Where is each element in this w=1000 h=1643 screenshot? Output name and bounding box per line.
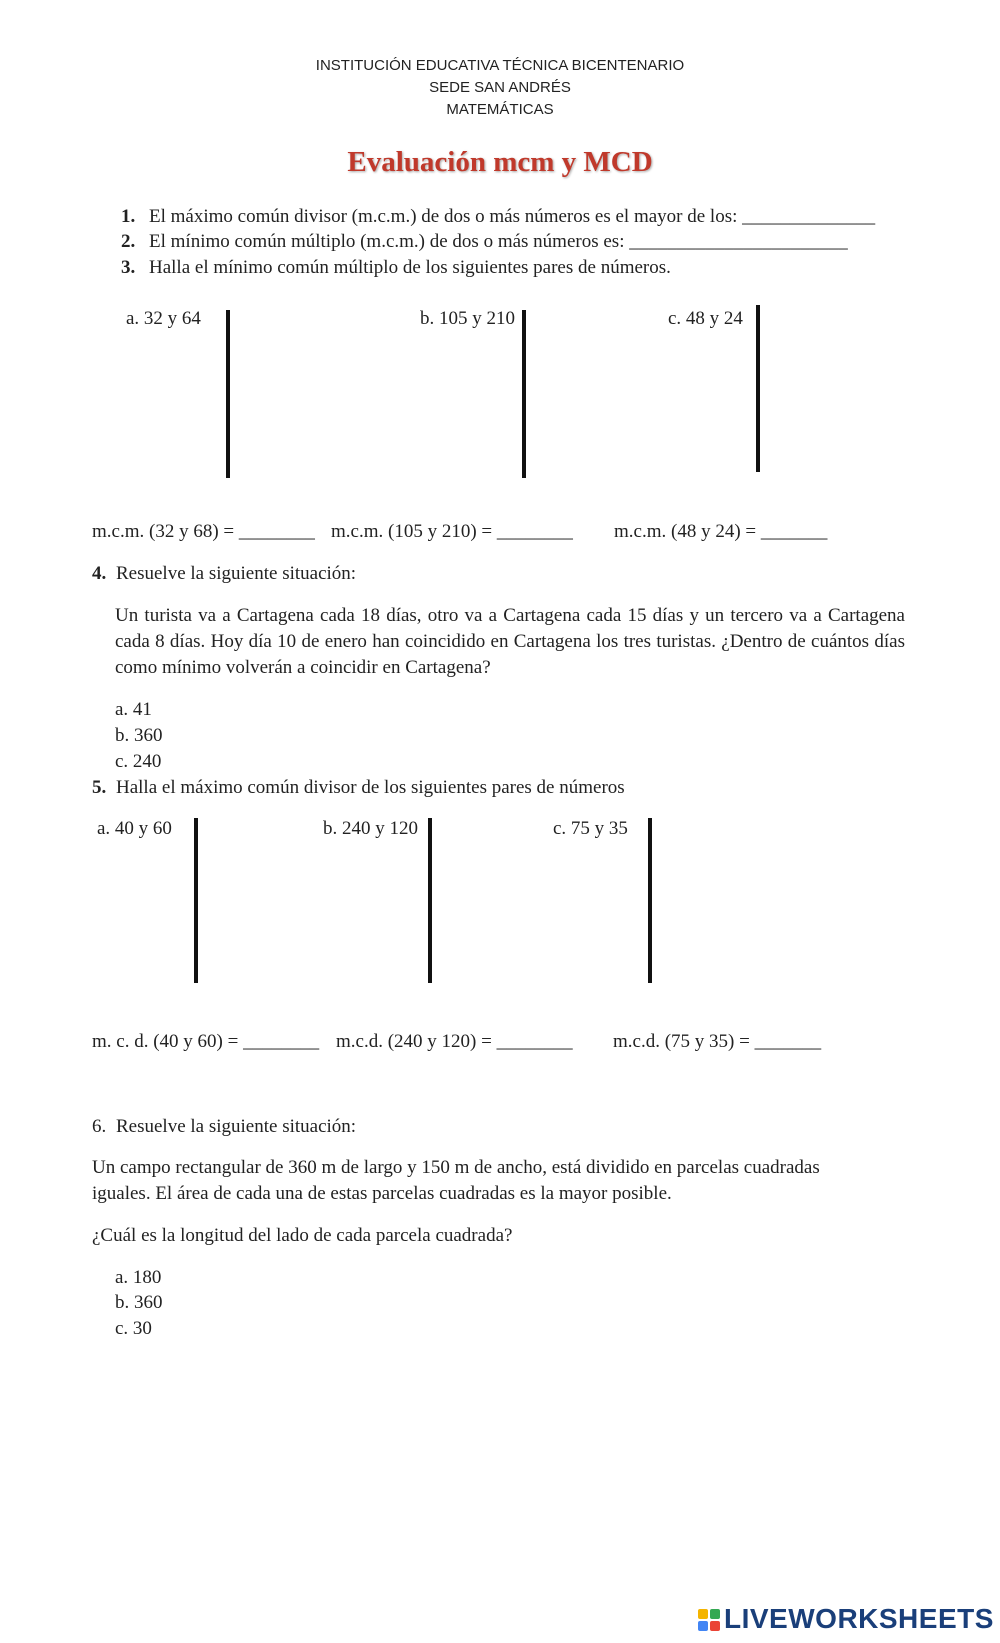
q4-option-b[interactable]: b. 360 — [115, 725, 163, 746]
question-6-number: 6. — [92, 1116, 107, 1137]
question-3 — [121, 255, 671, 281]
question-3-text: Halla el mínimo común múltiplo de los siguientes pares de números. — [149, 257, 671, 278]
q6-option-b[interactable]: b. 360 — [115, 1292, 163, 1313]
liveworksheets-logo-icon — [698, 1609, 720, 1631]
q3-pair-c: c. 48 y 24 — [668, 308, 743, 329]
q6-option-c[interactable]: c. 30 — [115, 1318, 152, 1339]
question-5-text: Halla el máximo común divisor de los siguientes pares de números — [116, 777, 625, 798]
q3-result-c[interactable]: m.c.m. (48 y 24) = _______ — [614, 521, 828, 542]
question-4 — [92, 561, 356, 587]
q5-result-c[interactable]: m.c.d. (75 y 35) = _______ — [613, 1031, 822, 1052]
q5-pair-b: b. 240 y 120 — [323, 818, 418, 839]
liveworksheets-logo — [698, 1603, 994, 1635]
q6-option-a[interactable]: a. 180 — [115, 1267, 162, 1288]
question-2-text: El mínimo común múltiplo (m.c.m.) de dos o más números es: _______________________ — [149, 231, 848, 252]
question-4-number: 4. — [92, 563, 107, 584]
q5-result-a[interactable]: m. c. d. (40 y 60) = ________ — [92, 1031, 320, 1052]
q3-work-line-c — [756, 305, 760, 472]
q4-option-a[interactable]: a. 41 — [115, 699, 152, 720]
school-branch: SEDE SAN ANDRÉS — [429, 79, 571, 96]
question-6-question: ¿Cuál es la longitud del lado de cada parcela cuadrada? — [92, 1225, 513, 1246]
q5-work-line-a — [194, 818, 198, 983]
q3-work-line-b — [522, 310, 526, 478]
q3-pair-a: a. 32 y 64 — [126, 308, 201, 329]
q5-pair-a: a. 40 y 60 — [97, 818, 172, 839]
question-3-number: 3. — [121, 257, 136, 278]
question-1-number: 1. — [121, 206, 136, 227]
q5-result-b[interactable]: m.c.d. (240 y 120) = ________ — [336, 1031, 573, 1052]
school-name: INSTITUCIÓN EDUCATIVA TÉCNICA BICENTENARIO — [315, 57, 685, 74]
question-2-number: 2. — [121, 231, 136, 252]
q5-work-line-c — [648, 818, 652, 983]
q3-result-a[interactable]: m.c.m. (32 y 68) = ________ — [92, 521, 315, 542]
subject-name: MATEMÁTICAS — [446, 101, 554, 118]
question-5 — [92, 775, 625, 801]
q4-option-c[interactable]: c. 240 — [115, 751, 162, 772]
q3-pair-b: b. 105 y 210 — [420, 308, 515, 329]
q3-result-b[interactable]: m.c.m. (105 y 210) = ________ — [331, 521, 573, 542]
question-4-problem: Un turista va a Cartagena cada 18 días, otro va a Cartagena cada 15 días y un tercero va a Cartagena cada 8 días. Hoy día 10 de enero han coincidido en Cartagena los tres turistas. ¿Dentro de cuántos días como mínimo volverán a coincidir en Cartagena? — [115, 605, 905, 678]
question-1 — [121, 204, 875, 230]
page-title: Evaluación mcm y MCD — [347, 146, 653, 178]
question-6-text: Resuelve la siguiente situación: — [116, 1116, 357, 1137]
question-6 — [92, 1114, 356, 1140]
question-2 — [121, 229, 848, 255]
liveworksheets-logo-text: LIVEWORKSHEETS — [724, 1603, 994, 1634]
question-6-problem: Un campo rectangular de 360 m de largo y 150 m de ancho, está dividido en parcelas cuadradas iguales. El área de cada una de estas parcelas cuadradas es la mayor posible. — [92, 1157, 820, 1204]
q3-work-line-a — [226, 310, 230, 478]
question-1-text: El máximo común divisor (m.c.m.) de dos o más números es el mayor de los: ______________ — [149, 206, 876, 227]
q5-pair-c: c. 75 y 35 — [553, 818, 628, 839]
question-5-number: 5. — [92, 777, 107, 798]
question-4-text: Resuelve la siguiente situación: — [116, 563, 357, 584]
q5-work-line-b — [428, 818, 432, 983]
